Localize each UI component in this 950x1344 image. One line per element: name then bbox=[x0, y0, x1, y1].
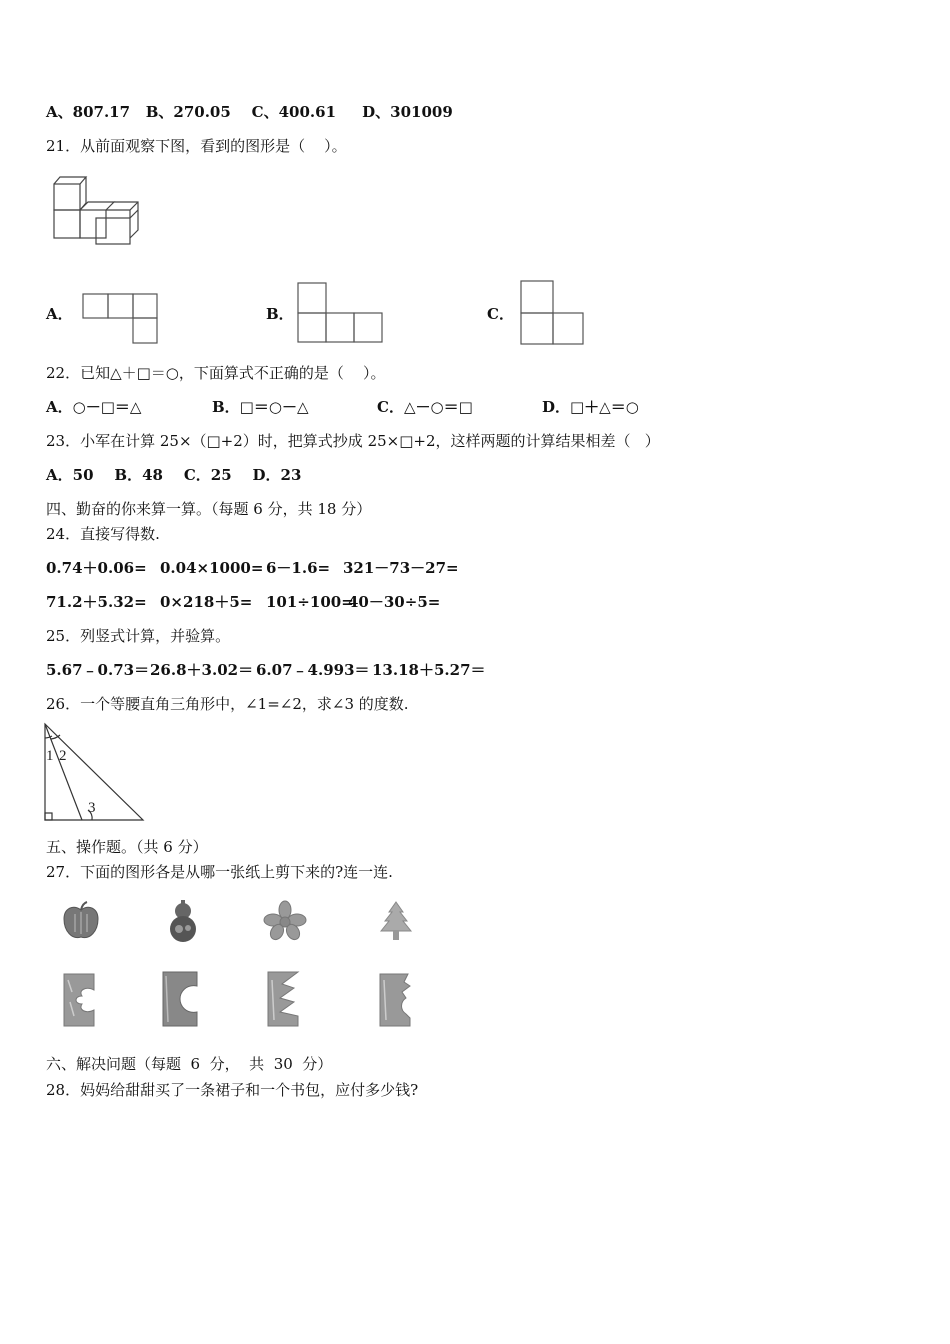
q25-item: 13.18＋5.27＝ bbox=[372, 661, 486, 679]
cube-stack-figure bbox=[50, 174, 142, 248]
paper-zigzag-icon[interactable] bbox=[264, 970, 304, 1028]
q22-option-a[interactable]: A．○－□＝△ bbox=[46, 398, 142, 416]
section-4-title: 四、勤奋的你来算一算。（每题 6 分，共 18 分） bbox=[46, 500, 372, 518]
q23-options[interactable]: A．50 B．48 C．25 D．23 bbox=[46, 466, 302, 484]
paper-c-icon[interactable] bbox=[160, 970, 200, 1028]
angle-1-label: 1 bbox=[46, 748, 54, 764]
q25-item: 5.67﹣0.73＝ bbox=[46, 661, 150, 679]
q24-question: 24．直接写得数. bbox=[46, 525, 160, 543]
q25-item: 6.07﹣4.993＝ bbox=[256, 661, 370, 679]
gourd-icon[interactable] bbox=[162, 898, 204, 944]
q21-option-a-label[interactable]: A． bbox=[46, 305, 73, 323]
q24-item: 101÷100= bbox=[266, 593, 354, 611]
q24-item: 0×218＋5= bbox=[160, 593, 253, 611]
q25-item: 26.8＋3.02＝ bbox=[150, 661, 254, 679]
q24-item: 71.2＋5.32= bbox=[46, 593, 147, 611]
q21-option-c-label[interactable]: C． bbox=[487, 305, 514, 323]
q24-item: 321－73－27= bbox=[343, 559, 459, 577]
triangle-figure bbox=[40, 720, 150, 826]
q22-option-b[interactable]: B．□＝○－△ bbox=[212, 398, 309, 416]
paper-notch-icon[interactable] bbox=[376, 972, 416, 1028]
q21-option-c-shape[interactable] bbox=[520, 280, 586, 346]
q24-item: 40－30÷5= bbox=[348, 593, 441, 611]
q28-question: 28．妈妈给甜甜买了一条裙子和一个书包，应付多少钱? bbox=[46, 1081, 419, 1099]
angle-3-label: 3 bbox=[88, 800, 96, 816]
q21-option-a-shape[interactable] bbox=[82, 293, 160, 345]
q26-question: 26．一个等腰直角三角形中，∠1=∠2，求∠3 的度数. bbox=[46, 695, 409, 713]
q22-option-c[interactable]: C．△－○＝□ bbox=[377, 398, 473, 416]
paper-e-icon[interactable] bbox=[60, 972, 100, 1028]
q22-option-d[interactable]: D．□＋△＝○ bbox=[542, 398, 639, 416]
q23-question: 23．小军在计算 25×（□+2）时，把算式抄成 25×□+2，这样两题的计算结果相差（ ） bbox=[46, 432, 660, 450]
q20-options: A、807.17 B、270.05 C、400.61 D、301009 bbox=[46, 103, 453, 121]
q24-item: 0.04×1000= bbox=[160, 559, 264, 577]
q22-question: 22．已知△＋□＝○，下面算式不正确的是（ ）。 bbox=[46, 364, 386, 382]
q25-question: 25．列竖式计算，并验算。 bbox=[46, 627, 231, 645]
q21-option-b-label[interactable]: B． bbox=[266, 305, 294, 323]
apple-icon[interactable] bbox=[60, 900, 102, 942]
q24-item: 0.74＋0.06= bbox=[46, 559, 147, 577]
q24-item: 6－1.6= bbox=[266, 559, 331, 577]
q21-option-b-shape[interactable] bbox=[297, 282, 387, 344]
tree-icon[interactable] bbox=[376, 900, 416, 944]
section-6-title: 六、解决问题（每题 6 分， 共 30 分） bbox=[46, 1055, 333, 1073]
q21-question: 21．从前面观察下图，看到的图形是（ ）。 bbox=[46, 137, 347, 155]
section-5-title: 五、操作题。（共 6 分） bbox=[46, 838, 208, 856]
q27-question: 27．下面的图形各是从哪一张纸上剪下来的?连一连. bbox=[46, 863, 393, 881]
angle-2-label: 2 bbox=[59, 748, 67, 764]
flower-icon[interactable] bbox=[262, 900, 308, 942]
